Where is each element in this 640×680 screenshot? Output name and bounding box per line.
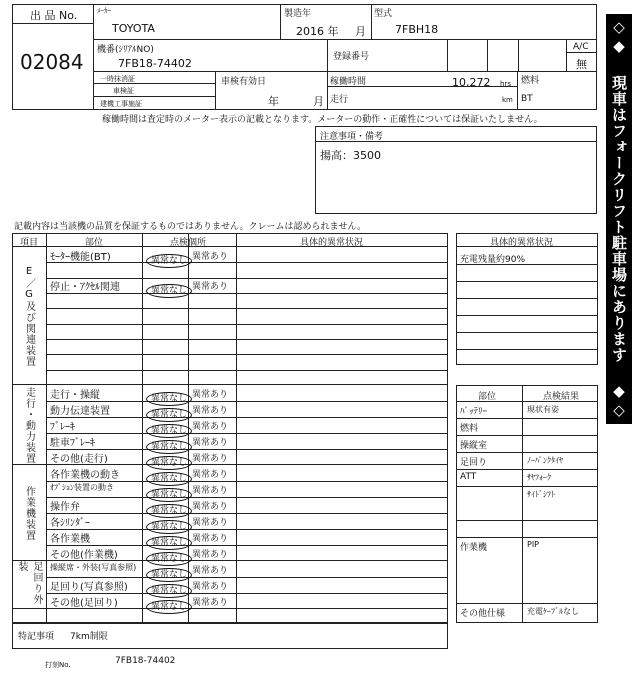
year-label: 製造年 bbox=[284, 9, 312, 19]
result-part: 燃料 bbox=[460, 424, 479, 434]
item-no-label: 出 品 No. bbox=[30, 9, 78, 22]
hours-unit: hrs bbox=[500, 80, 511, 88]
result-part: 作業機 bbox=[460, 543, 488, 553]
vehicle-cert-label: 車検証 bbox=[113, 87, 134, 95]
side-banner-text: ◇◆ 現車はフォークリフト駐車場にあります ◆◇ bbox=[610, 18, 628, 420]
fuel-label: 燃料 bbox=[521, 76, 540, 86]
col-header-part: 部位 bbox=[85, 238, 104, 248]
section-title: 足回り外装 bbox=[16, 561, 42, 605]
notes-text: 揚高：3500 bbox=[320, 149, 381, 162]
result-part: 操縦室 bbox=[460, 441, 488, 451]
part-label: 駐車ﾌﾞﾚｰｷ bbox=[50, 438, 95, 449]
part-label: ｵﾌﾟｼｮﾝ装置の動き bbox=[50, 483, 114, 492]
right-abnormal-label: 具体的異常状況 bbox=[490, 238, 554, 248]
part-label: 操作弁 bbox=[50, 502, 80, 513]
part-label: その他(作業機) bbox=[50, 550, 118, 561]
part-label: 操縦席・外装(写真参照) bbox=[50, 563, 137, 572]
temp-plate-label: 一時抹消証 bbox=[100, 75, 135, 83]
result-part: ﾊﾞｯﾃﾘｰ bbox=[460, 407, 488, 417]
status-ok[interactable]: 異常なし bbox=[146, 498, 192, 518]
reg-label: 登録番号 bbox=[333, 52, 370, 62]
status-ok[interactable]: 異常なし bbox=[146, 562, 192, 582]
status-ok[interactable]: 異常なし bbox=[146, 466, 192, 486]
part-label: ﾌﾞﾚｰｷ bbox=[50, 422, 75, 433]
hours-disclaimer: 稼働時間は査定時のメーター表示の記載となります。メーターの動作・正確性については保証いたしません。 bbox=[102, 115, 543, 125]
status-ok[interactable]: 異常なし bbox=[146, 450, 192, 470]
notes-label: 注意事項・備考 bbox=[320, 132, 384, 142]
shaken-year: 年 bbox=[268, 95, 279, 108]
result-value: ｻｲﾄﾞｼﾌﾄ bbox=[527, 490, 555, 499]
status-ng[interactable]: 異常あり bbox=[192, 251, 229, 262]
result-part: その他仕様 bbox=[460, 609, 506, 619]
ac-value: 無 bbox=[576, 58, 587, 71]
result-value: ﾉｰﾊﾟﾝｸﾀｲﾔ bbox=[527, 456, 563, 465]
stamp-label: 打刻No. bbox=[45, 661, 71, 669]
serial-label: 機番(ｼﾘｱﾙNO) bbox=[97, 45, 154, 55]
serial-value: 7FB18-74402 bbox=[118, 57, 192, 70]
status-ok[interactable]: 異常なし bbox=[146, 248, 192, 268]
result-col-part: 部位 bbox=[478, 392, 497, 402]
col-header-abnormal: 具体的異常状況 bbox=[300, 238, 364, 248]
result-part: 足回り bbox=[460, 458, 488, 468]
status-ng[interactable]: 異常あり bbox=[192, 566, 229, 576]
status-ng[interactable]: 異常あり bbox=[192, 486, 229, 496]
col-header-check: 点検個所 bbox=[170, 238, 207, 248]
status-ok[interactable]: 異常なし bbox=[146, 402, 192, 422]
model-label: 型式 bbox=[374, 9, 393, 19]
shaken-label: 車検有効日 bbox=[221, 77, 267, 87]
status-ng[interactable]: 異常あり bbox=[192, 406, 229, 416]
status-ng[interactable]: 異常あり bbox=[192, 454, 229, 464]
part-label: 各作業機 bbox=[50, 534, 90, 545]
status-ng[interactable]: 異常あり bbox=[192, 390, 229, 400]
status-ng[interactable]: 異常あり bbox=[192, 518, 229, 528]
status-ok[interactable]: 異常なし bbox=[146, 530, 192, 550]
part-label: ﾓｰﾀｰ機能(BT) bbox=[50, 251, 111, 263]
status-ng[interactable]: 異常あり bbox=[192, 582, 229, 592]
item-no-value: 02084 bbox=[20, 50, 84, 74]
part-label: その他(足回り) bbox=[50, 598, 118, 609]
col-header-item: 項目 bbox=[20, 238, 39, 248]
status-ok[interactable]: 異常なし bbox=[146, 278, 192, 298]
status-ng[interactable]: 異常あり bbox=[192, 282, 229, 293]
fuel-value: BT bbox=[521, 94, 533, 104]
status-ok[interactable]: 異常なし bbox=[146, 386, 192, 406]
status-ok[interactable]: 異常なし bbox=[146, 514, 192, 534]
hours-label: 稼働時間 bbox=[330, 77, 367, 87]
result-value: ｻﾔﾌｫｰｸ bbox=[527, 473, 551, 482]
status-ng[interactable]: 異常あり bbox=[192, 422, 229, 432]
special-label: 特記事項 bbox=[18, 632, 55, 642]
status-ok[interactable]: 異常なし bbox=[146, 418, 192, 438]
status-ng[interactable]: 異常あり bbox=[192, 502, 229, 512]
result-value: 現状有姿 bbox=[527, 405, 559, 414]
special-value: 7km制限 bbox=[70, 632, 108, 642]
part-label: 足回り(写真参照) bbox=[50, 582, 128, 593]
month-label: 月 bbox=[355, 25, 366, 38]
status-ng[interactable]: 異常あり bbox=[192, 470, 229, 480]
part-label: 停止・ｱｸｾﾙ関連 bbox=[50, 282, 120, 294]
status-ng[interactable]: 異常あり bbox=[192, 534, 229, 544]
mileage-label: 走行 bbox=[330, 95, 349, 105]
stamp-value: 7FB18-74402 bbox=[115, 656, 176, 666]
section-title: E／G及び関連装置 bbox=[23, 265, 35, 367]
ac-label: A/C bbox=[573, 42, 589, 52]
status-ok[interactable]: 異常なし bbox=[146, 578, 192, 598]
shaken-month: 月 bbox=[313, 95, 324, 108]
status-ok[interactable]: 異常なし bbox=[146, 546, 192, 566]
status-ng[interactable]: 異常あり bbox=[192, 598, 229, 608]
inspection-cert-label: 建機工事施証 bbox=[100, 100, 142, 108]
status-ng[interactable]: 異常あり bbox=[192, 550, 229, 560]
part-label: 動力伝達装置 bbox=[50, 406, 110, 417]
section-title: 走行・動力装置 bbox=[23, 386, 35, 464]
battery-note: 充電残量約90% bbox=[460, 255, 526, 265]
result-value: 充電ｹｰﾌﾞﾙなし bbox=[527, 607, 579, 616]
status-ok[interactable]: 異常なし bbox=[146, 434, 192, 454]
result-value: PIP bbox=[527, 540, 540, 549]
part-label: 各作業機の動き bbox=[50, 470, 120, 481]
status-ok[interactable]: 異常なし bbox=[146, 594, 192, 614]
result-part: ATT bbox=[460, 472, 477, 482]
km-unit: km bbox=[502, 96, 513, 104]
section-title: 作業機装置 bbox=[23, 485, 35, 541]
maker-value: TOYOTA bbox=[112, 22, 155, 35]
status-ok[interactable]: 異常なし bbox=[146, 482, 192, 502]
model-value: 7FBH18 bbox=[395, 23, 439, 36]
maker-label: ﾒｰｶｰ bbox=[97, 7, 111, 15]
status-ng[interactable]: 異常あり bbox=[192, 438, 229, 448]
part-label: その他(走行) bbox=[50, 454, 108, 465]
part-label: 各ｼﾘﾝﾀﾞｰ bbox=[50, 518, 90, 529]
hours-value: 10,272 bbox=[452, 76, 491, 89]
quality-disclaimer: 記載内容は当該機の品質を保証するものではありません。クレームは認められません。 bbox=[14, 222, 367, 232]
part-label: 走行・操縦 bbox=[50, 390, 100, 401]
result-col-result: 点検結果 bbox=[543, 392, 580, 402]
year-value: 2016 年 bbox=[296, 25, 339, 38]
